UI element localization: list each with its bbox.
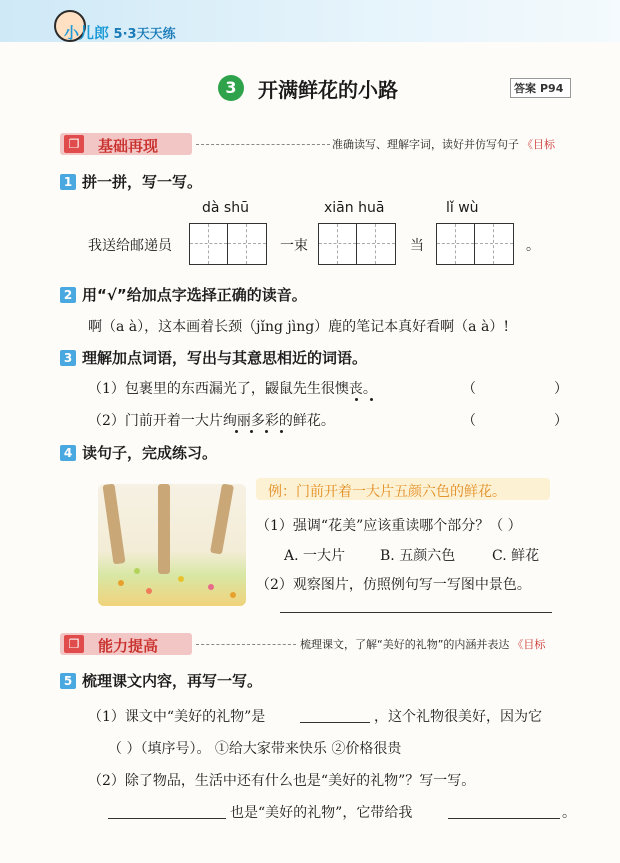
q1-sentence-mid1: 一束	[280, 238, 308, 254]
tree-icon	[102, 484, 125, 564]
divider	[196, 144, 330, 145]
brand-small: 小儿郎	[64, 24, 110, 42]
answer-ref	[510, 78, 571, 98]
question-1: 1 拼一拼，写一写。	[60, 171, 202, 192]
section-label: 基础再现	[98, 137, 159, 155]
section-label: 能力提高	[98, 637, 159, 655]
q4-sub-2: （2）观察图片，仿照例句写一写图中景色。	[256, 577, 531, 593]
option-a[interactable]: A. 一大片	[284, 548, 346, 564]
tree-icon	[210, 484, 234, 555]
q5-line-1a: （1）课文中“美好的礼物”是	[88, 709, 266, 725]
q5-blank-1[interactable]	[300, 722, 370, 723]
brand	[64, 22, 176, 43]
q3-answer-2-close: ）	[554, 413, 568, 429]
q5-line-3: （2）除了物品，生活中还有什么也是“美好的礼物”？写一写。	[88, 773, 476, 789]
q3-item-1: （1）包裹里的东西漏光了，鼹鼠先生很懊丧。	[88, 381, 377, 397]
q5-blank-3[interactable]	[448, 818, 560, 819]
question-4: 4 读句子，完成练习。	[60, 442, 217, 463]
brand-series: 5·3天天练	[113, 27, 176, 42]
q1-sentence-start: 我送给邮递员	[88, 238, 172, 254]
char-grid-1[interactable]	[189, 223, 267, 265]
q5-line-1b: ，这个礼物很美好，因为它	[374, 709, 542, 725]
q5-line-2: （ ）（填序号）。 ①给大家带来快乐 ②价格很贵	[108, 741, 402, 757]
example-sentence: 例：门前开着一大片五颜六色的鲜花。	[256, 478, 550, 500]
q5-line-4a: 也是“美好的礼物”，它带给我	[230, 805, 413, 821]
lesson-number: 3	[218, 75, 244, 101]
answer-label: 答案	[514, 82, 536, 95]
section-goal: 准确读写、理解字词，读好并仿写句子 《目标	[332, 138, 555, 151]
scene-illustration	[98, 484, 246, 606]
q5-line-4b: 。	[562, 805, 576, 821]
q2-sentence: 啊（a à），这本画着长颈（jǐng jìng）鹿的笔记本真好看啊（a à）!	[88, 319, 509, 335]
answer-page: P94	[540, 82, 564, 95]
question-3: 3 理解加点词语，写出与其意思相近的词语。	[60, 347, 367, 368]
q3-answer-1-open[interactable]: （	[462, 381, 476, 397]
option-b[interactable]: B. 五颜六色	[380, 548, 456, 564]
char-grid-3[interactable]	[436, 223, 514, 265]
q3-answer-2-open[interactable]: （	[462, 413, 476, 429]
q3-answer-1-close: ）	[554, 381, 568, 397]
pinyin-2: xiān huā	[324, 200, 385, 216]
q5-blank-2[interactable]	[108, 818, 226, 819]
page-title: 开满鲜花的小路	[258, 78, 398, 102]
question-2: 2 用“√”给加点字选择正确的读音。	[60, 284, 307, 305]
char-grid-2[interactable]	[318, 223, 396, 265]
tree-icon	[158, 484, 170, 574]
pinyin-3: lǐ wù	[446, 200, 479, 216]
option-c[interactable]: C. 鲜花	[492, 548, 540, 564]
q1-sentence-end: 。	[526, 238, 540, 254]
book-icon: ❐	[64, 635, 84, 653]
q3-item-2: （2）门前开着一大片绚丽多彩的鲜花。	[88, 413, 335, 429]
section-badge	[60, 633, 192, 655]
q1-sentence-mid2: 当	[410, 238, 424, 254]
q4-sub-1: （1）强调“花美”应该重读哪个部分？（ ）	[256, 518, 522, 534]
question-5: 5 梳理课文内容，再写一写。	[60, 670, 262, 691]
book-icon: ❐	[64, 135, 84, 153]
divider	[196, 644, 296, 645]
section-goal: 梳理课文，了解“美好的礼物”的内涵并表达 《目标	[300, 638, 546, 651]
q4-answer-line[interactable]	[280, 612, 552, 613]
section-badge	[60, 133, 192, 155]
pinyin-1: dà shū	[202, 200, 249, 216]
